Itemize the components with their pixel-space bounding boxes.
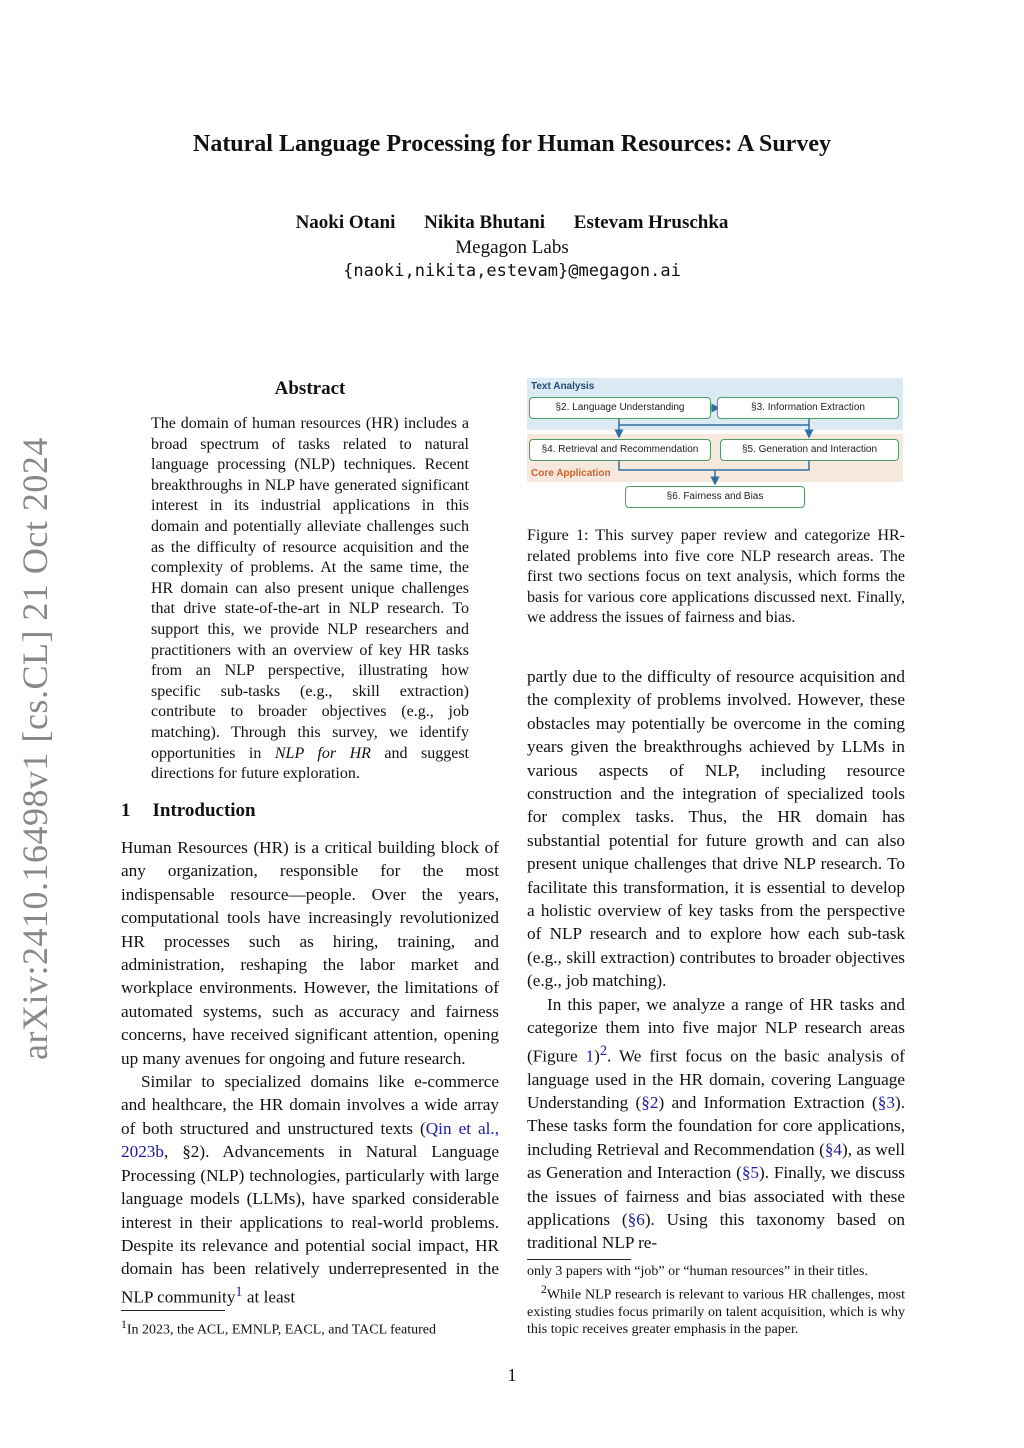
- band-label-core-application: Core Application: [531, 468, 611, 479]
- footnote-rule: [121, 1310, 225, 1311]
- text-run: at least: [242, 1287, 296, 1307]
- text-run: Similar to specialized domains like e-commerce and healthcare, the HR domain involves a wide array of both structured and unstructured texts (: [121, 1072, 499, 1138]
- section-heading-introduction: [121, 800, 256, 822]
- abstract-emphasis: NLP for HR: [274, 744, 371, 762]
- author-name: Nikita Bhutani: [424, 212, 546, 233]
- box-generation-interaction: §5. Generation and Interaction: [720, 439, 899, 461]
- text-run: ) and Information Extraction (: [658, 1093, 878, 1113]
- footnote-number: 1: [121, 1318, 127, 1331]
- section-number: 1: [121, 800, 131, 821]
- author-list: [0, 212, 1024, 234]
- section-reference-link[interactable]: §2: [641, 1093, 659, 1113]
- text-run: ). Using this taxonomy based on traditional NLP re-: [527, 1210, 905, 1253]
- right-column-body: [527, 665, 905, 1255]
- paragraph: [527, 993, 905, 1255]
- footnote-text: In 2023, the ACL, EMNLP, EACL, and TACL featured: [126, 1322, 436, 1338]
- figure-1-diagram: [527, 378, 903, 512]
- paragraph: Human Resources (HR) is a critical building block of any organization, responsible for the most indispensable resource—people. Over the years, computational tools have increasingly revolutionized HR processes such as hiring, training, and administration, reshaping the labor market and workplace environments. However, the limitations of automated systems, such as accuracy and fairness concerns, have received significant attention, opening up many avenues for ongoing and future research.: [121, 838, 499, 1068]
- author-name: Naoki Otani: [295, 212, 396, 233]
- box-information-extraction: §3. Information Extraction: [717, 397, 899, 419]
- text-run: In this paper, we analyze a range of HR tasks and categorize them into five major NLP research areas (Figure: [527, 994, 905, 1066]
- box-language-understanding: §2. Language Understanding: [529, 397, 711, 419]
- footnote: [527, 1281, 905, 1339]
- section-reference-link[interactable]: §5: [741, 1163, 760, 1183]
- footnote-marker[interactable]: 2: [599, 1042, 608, 1059]
- introduction-body: [121, 836, 499, 1309]
- text-run: ), as well as Generation and Interaction (: [527, 1139, 905, 1183]
- figure-reference-link[interactable]: 1: [585, 1046, 595, 1066]
- section-reference-link[interactable]: §4: [824, 1139, 842, 1159]
- text-run: , §2). Advancements in Natural Language Processing (NLP) technologies, particularly with large language models (LLMs), have sparked considerable interest in their applications to real-world problems. Despite its relevance and potential social impact, HR domain has been relatively underrepresented in the NLP community: [121, 1142, 499, 1307]
- section-reference-link[interactable]: §6: [627, 1210, 645, 1230]
- abstract-text-part: The domain of human resources (HR) includes a broad spectrum of tasks related to natural language processing (NLP) techniques. Recent breakthroughs in NLP have generated significant interest in its industrial applications in this domain and potentially alleviate challenges such as the difficulty of resource acquisition and the complexity of problems. At the same time, the HR domain can also present unique challenges that drive state-of-the-art in NLP research. To support this, we provide NLP researchers and practitioners with an overview of key HR tasks from an NLP perspective, illustrating how specific sub-tasks (e.g., skill extraction) contribute to broader objectives (e.g., job matching). Through this survey, we identify opportunities in: [151, 415, 469, 762]
- abstract-heading: Abstract: [274, 378, 346, 399]
- footnote-rule: [527, 1259, 631, 1260]
- abstract-text: [151, 414, 469, 785]
- affiliation: Megagon Labs: [455, 237, 569, 258]
- author-name: Estevam Hruschka: [573, 212, 729, 233]
- box-fairness-bias: §6. Fairness and Bias: [625, 486, 805, 508]
- box-retrieval-recommendation: §4. Retrieval and Recommendation: [529, 439, 711, 461]
- text-run: ). Finally, we discuss the issues of fairness and bias associated with these applications (: [527, 1163, 905, 1230]
- arxiv-identifier: arXiv:2410.16498v1 [cs.CL] 21 Oct 2024: [15, 437, 55, 1060]
- footnote-number: 2: [541, 1283, 547, 1296]
- page-number: 1: [507, 1365, 517, 1385]
- paragraph: [121, 1070, 499, 1309]
- band-label-text-analysis: Text Analysis: [531, 381, 595, 392]
- footnote-continuation: only 3 papers with “job” or “human resources” in their titles.: [527, 1264, 868, 1279]
- footnote: [121, 1316, 499, 1339]
- citation-link[interactable]: Qin et al., 2023b: [121, 1118, 500, 1162]
- figure-caption: Figure 1: This survey paper review and categorize HR-related problems into five core NLP research areas. The first two sections focus on text analysis, which forms the basis for various core applications discussed next. Finally, we address the issues of fairness and bias.: [527, 527, 905, 627]
- paragraph: partly due to the difficulty of resource acquisition and the complexity of problems involved. However, these obstacles may potentially be overcome in the coming years given the breakthroughs achieved by LLMs in various aspects of NLP, including resource construction and the integration of specialized tools for complex tasks. Thus, the HR domain has substantial potential for future growth and can also present unique challenges that drive NLP research. To facilitate this transformation, it is essential to develop a holistic overview of key tasks from the perspective of NLP research and to explore how each sub-task (e.g., skill extraction) contributes to broader objectives (e.g., job matching).: [527, 667, 905, 991]
- footnote-text: While NLP research is relevant to various HR challenges, most existing studies focus primarily on talent acquisition, which is why this topic receives greater emphasis in the paper.: [527, 1287, 905, 1338]
- section-reference-link[interactable]: §3: [877, 1093, 895, 1113]
- text-run: ): [594, 1046, 600, 1066]
- section-title: Introduction: [152, 800, 256, 821]
- text-run: ). These tasks form the foundation for core applications, including Retrieval and Recommendation (: [527, 1093, 905, 1159]
- author-email: {naoki,nikita,estevam}@megagon.ai: [343, 261, 681, 281]
- footnote-marker[interactable]: 1: [235, 1283, 243, 1300]
- text-run: . We first focus on the basic analysis of language used in the HR domain, covering Language Understanding (: [527, 1046, 905, 1113]
- paper-title: Natural Language Processing for Human Resources: A Survey: [192, 131, 831, 157]
- abstract-text-part: and suggest directions for future exploration.: [151, 744, 470, 783]
